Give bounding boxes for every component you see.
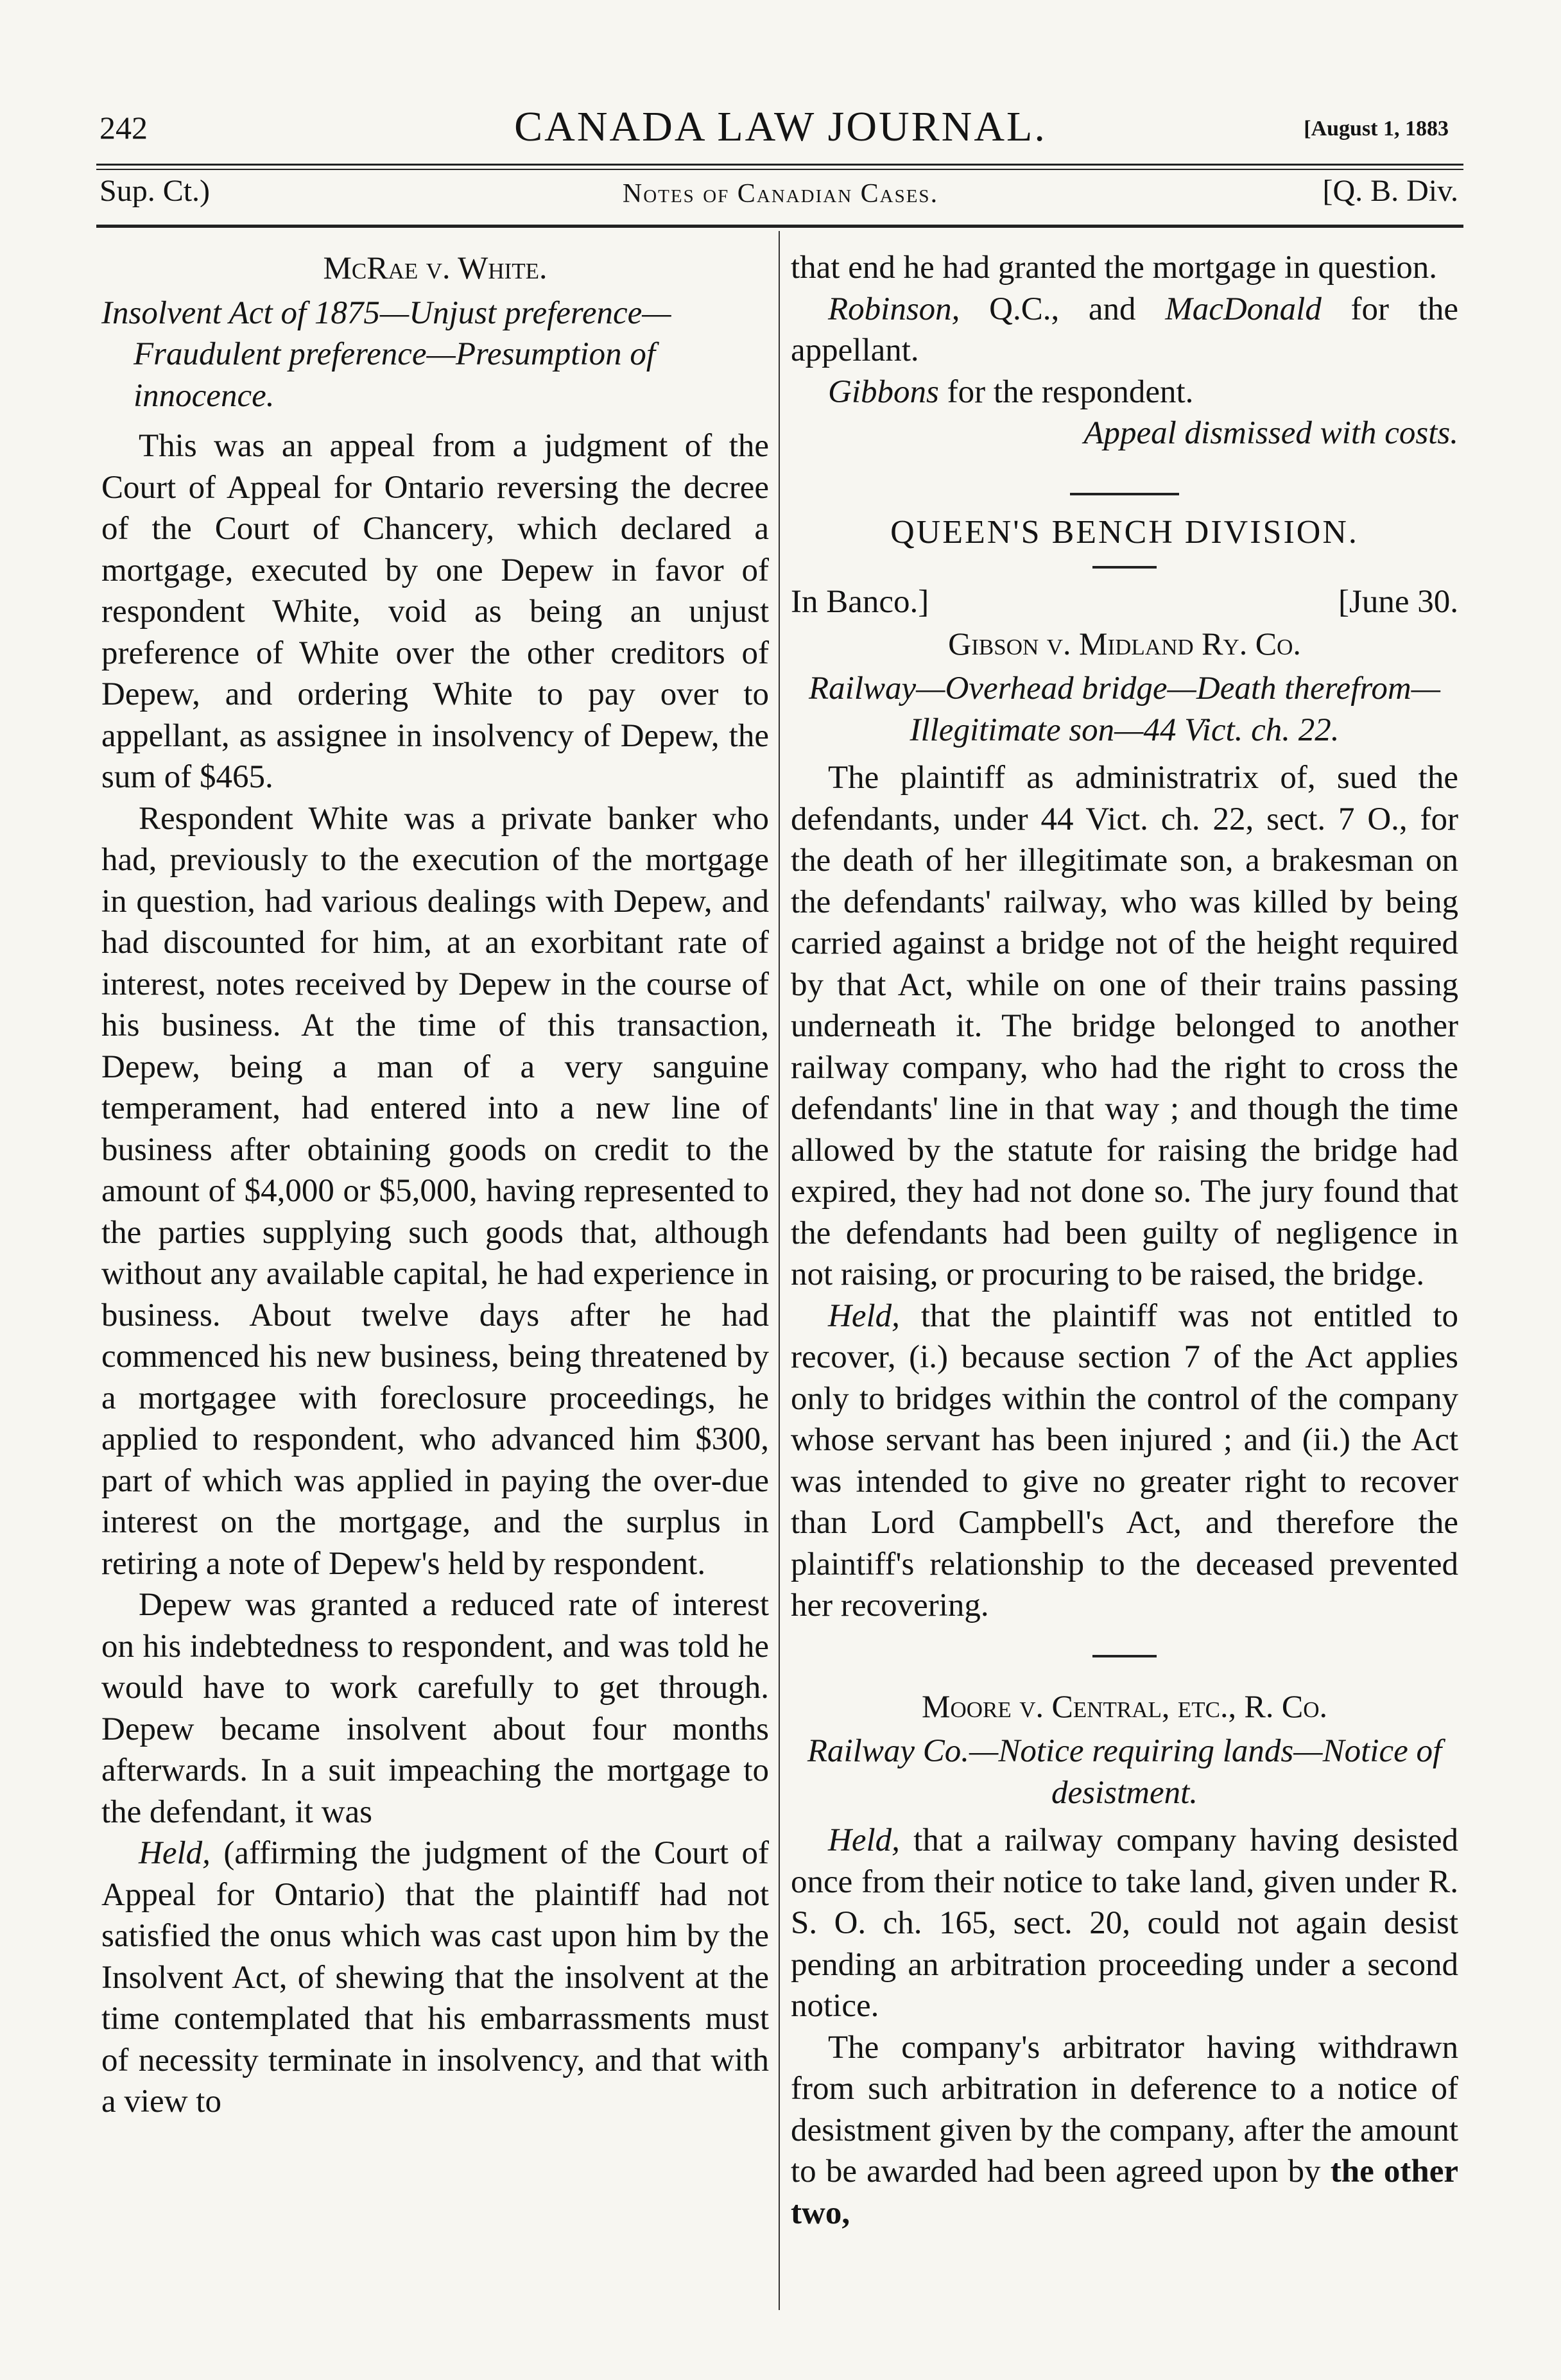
counsel-text: Q.C., and [960, 291, 1166, 327]
counsel-respondent [791, 372, 1458, 413]
catchwords: Insolvent Act of 1875—Unjust preference—Fraudulent preference—Presumption of innocence. [101, 295, 671, 414]
case-title: Gibson v. Midland Ry. Co. [948, 625, 1301, 662]
separator-rule [1070, 493, 1179, 495]
catchwords: Railway Co.—Notice requiring lands—Notice of desistment. [807, 1733, 1442, 1811]
held-paragraph [791, 1820, 1458, 2027]
held-paragraph [101, 1833, 769, 2123]
page-number: 242 [99, 110, 148, 146]
header-rule [96, 164, 1463, 166]
separator-rule [1092, 1655, 1157, 1657]
case-title: McRae v. White. [323, 250, 548, 286]
paragraph-end: the other two, [791, 2153, 1458, 2231]
court-label: Sup. Ct.) [99, 174, 211, 208]
issue-date: [August 1, 1883 [1304, 117, 1449, 141]
section-title: Notes of Canadian Cases. [622, 179, 939, 209]
right-column [791, 247, 1458, 2234]
disposition: Appeal dismissed with costs. [1083, 415, 1458, 451]
paragraph: Depew was granted a reduced rate of interest on his indebtedness to respondent, and was told he would have to work carefully to get through. Depew became insolvent about four months afterwards. In a suit impeaching the mortgage to the defendant, it was [101, 1587, 769, 1830]
catchwords: Railway—Overhead bridge—Death therefrom—Illegitimate son—44 Vict. ch. 22. [809, 671, 1440, 748]
paragraph-text: The company's arbitrator having withdrawn from such arbitration in deference to a notice of desistment given by the company, after the amount to be awarded had been agreed upon by [791, 2029, 1458, 2189]
header-rule-thin [96, 169, 1463, 170]
paragraph [791, 2027, 1458, 2234]
section-header [0, 173, 1561, 225]
division-label: [Q. B. Div. [1322, 174, 1458, 208]
counsel-name: Robinson, [828, 291, 960, 327]
continuation-text: that end he had granted the mortgage in question. [791, 250, 1437, 286]
held-text: that a railway company having desisted once from their notice to take land, given under R. S. O. ch. 165, sect. 20, could not again desist pending an arbitration proceeding under a second notice. [791, 1822, 1458, 2024]
paragraph: This was an appeal from a judgment of the Court of Appeal for Ontario reversing the decree of the Court of Chancery, which declared a mortgage, executed by one Depew in favor of respondent White, void as being an unjust preference of White over the other creditors of Depew, and ordering White to pay over to appellant, as assignee in insolvency of Depew, the sum of $465. [101, 428, 769, 795]
running-header [0, 103, 1561, 160]
counsel-name: Gibbons [828, 373, 939, 410]
held-word: Held, [828, 1822, 900, 1858]
held-word: Held, [828, 1297, 900, 1334]
banco-line [791, 581, 1458, 623]
paragraph: Respondent White was a private banker who had, previously to the execution of the mortgage in question, had various dealings with Depew, and had discounted for him, at an exorbitant rate of interest, notes received by Depew in the course of his business. At the time of this transaction, Depew, being a man of a very sanguine temperament, had entered into a new line of business after obtaining goods on credit to the amount of $4,000 or $5,000, having represented to the parties supplying such goods that, although without any available capital, he had experience in business. About twelve days after he had commenced his new business, being threatened by a mortgagee with foreclosure proceedings, he applied to respondent, who advanced him $300, part of which was applied in paying the over-due interest on the mortgage, and the surplus in retiring a note of Depew's held by respondent. [101, 800, 769, 1582]
case-title: Moore v. Central, etc., R. Co. [922, 1688, 1327, 1724]
decision-date: [June 30. [1338, 584, 1458, 620]
banco-label: In Banco.] [791, 584, 929, 620]
held-word: Held, [139, 1835, 211, 1871]
counsel-text: for the respondent. [938, 373, 1194, 410]
section-rule [96, 225, 1463, 228]
journal-title: CANADA LAW JOURNAL. [514, 103, 1047, 150]
counsel-text: for the appellant. [791, 291, 1458, 368]
held-text: that the plaintiff was not entitled to recover, (i.) because section 7 of the Act applies only to bridges within the control of the company whose servant has been injured ; and (ii.) the Act was intended to give no greater right to recover than Lord Campbell's Act, and therefore the plaintiff's relationship to the deceased prevented her recovering. [791, 1297, 1458, 1623]
separator-rule [1092, 566, 1157, 569]
held-text: (affirming the judgment of the Court of Appeal for Ontario) that the plaintiff had not satisfied the onus which was cast upon him by the Insolvent Act, of shewing that the insolvent at the time contemplated that his embarrassments must of necessity terminate in insolvency, and that with a view to [101, 1835, 769, 2119]
paragraph: The plaintiff as administratrix of, sued the defendants, under 44 Vict. ch. 22, sect. 7 O., for the death of her illegitimate son, a brakesman on the defendants' railway, who was killed by being carried against a bridge not of the height required by that Act, while on one of their trains passing underneath it. The bridge belonged to another railway company, who had the right to cross the defendants' line in that way ; and though the time allowed by the statute for raising the bridge had expired, they had not done so. The jury found that the defendants had been guilty of negligence in not raising, or procuring to be raised, the bridge. [791, 760, 1458, 1292]
held-paragraph [791, 1296, 1458, 1627]
division-heading: QUEEN'S BENCH DIVISION. [890, 513, 1359, 551]
counsel-appellant [791, 289, 1458, 372]
column-divider [779, 231, 780, 2310]
counsel-name: MacDonald [1165, 291, 1322, 327]
left-column [101, 247, 769, 2123]
